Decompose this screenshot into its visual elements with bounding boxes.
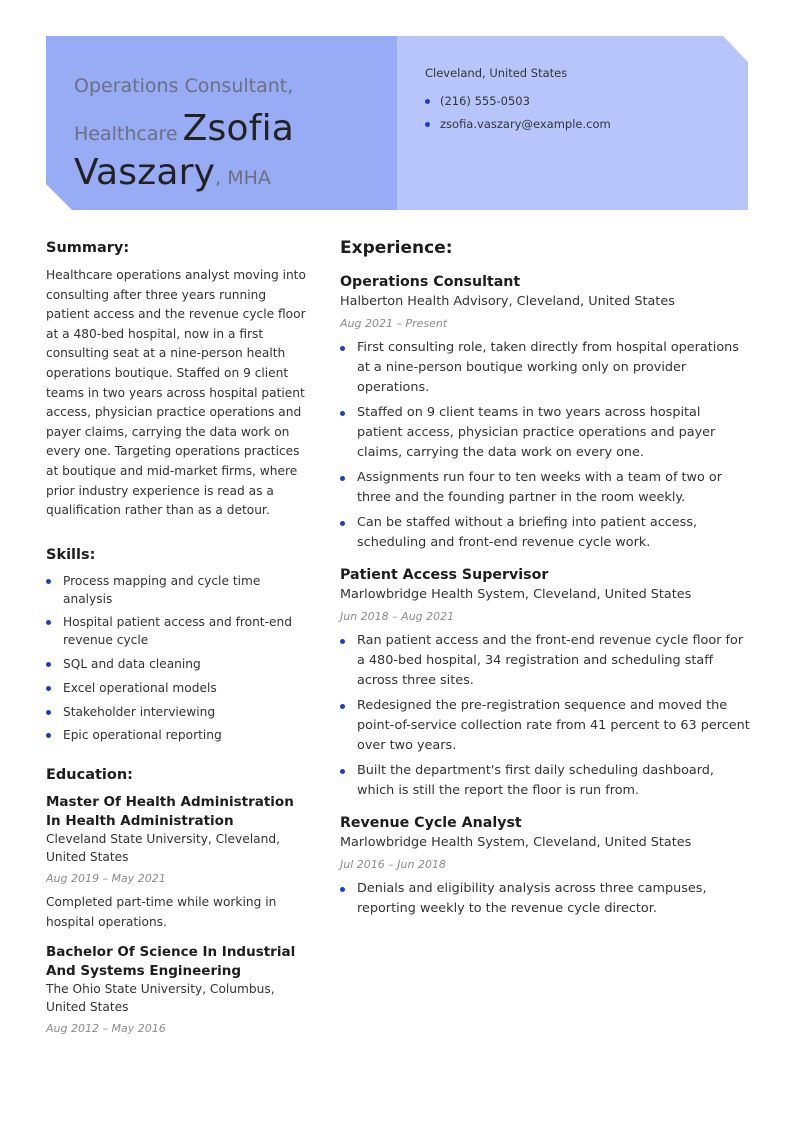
bullet-icon bbox=[425, 99, 430, 104]
bullet-text: Ran patient access and the front-end revenue cycle floor for a 480-bed hospital, 34 registration and scheduling staff across three sites. bbox=[357, 633, 744, 688]
bullet-text: Staffed on 9 client teams in two years across hospital patient access, physician practice operations and payer claims, carrying the data work on every one. bbox=[357, 405, 716, 460]
skill-item bbox=[46, 680, 308, 698]
bullet-item bbox=[340, 631, 750, 691]
education-item bbox=[46, 943, 308, 1035]
job-title-cont: Healthcare bbox=[74, 123, 178, 145]
email[interactable]: zsofia.vaszary@example.com bbox=[440, 117, 611, 131]
location: Cleveland, United States bbox=[425, 66, 568, 80]
skill-text: Process mapping and cycle time analysis bbox=[63, 573, 261, 606]
degree-title: Bachelor Of Science In Industrial And Systems Engineering bbox=[46, 944, 296, 979]
bullet-icon bbox=[46, 579, 51, 584]
bullet-icon bbox=[46, 733, 51, 738]
skill-item bbox=[46, 656, 308, 674]
job-bullets bbox=[340, 631, 750, 801]
bullet-item bbox=[340, 468, 750, 508]
company: Marlowbridge Health System, Cleveland, United States bbox=[340, 835, 692, 850]
left-column bbox=[46, 240, 308, 1043]
job-dates: Jul 2016 – Jun 2018 bbox=[340, 858, 446, 871]
education-heading: Education: bbox=[46, 767, 133, 784]
bullet-icon bbox=[46, 686, 51, 691]
bullet-icon bbox=[340, 769, 345, 774]
skill-text: Excel operational models bbox=[63, 680, 217, 695]
skill-text: Hospital patient access and front-end revenue cycle bbox=[63, 615, 292, 648]
skill-text: Stakeholder interviewing bbox=[63, 704, 216, 719]
bullet-item bbox=[340, 696, 750, 756]
skill-item bbox=[46, 614, 308, 650]
job-title: Patient Access Supervisor bbox=[340, 567, 549, 583]
bullet-icon bbox=[340, 411, 345, 416]
job-title: Operations Consultant bbox=[340, 274, 521, 290]
last-name: Vaszary bbox=[74, 152, 216, 193]
bullet-icon bbox=[340, 476, 345, 481]
bullet-text: Denials and eligibility analysis across three campuses, reporting weekly to the revenue cycle director. bbox=[357, 881, 707, 916]
phone-item bbox=[425, 94, 611, 108]
job-bullets bbox=[340, 338, 750, 553]
name-block bbox=[74, 74, 394, 194]
bullet-text: Redesigned the pre-registration sequence and moved the point-of-service collection rate from 41 percent to 63 percent over two years. bbox=[357, 698, 750, 753]
bullet-text: Built the department's first daily scheduling dashboard, which is still the report the floor is run from. bbox=[357, 763, 715, 798]
bullet-text: First consulting role, taken directly from hospital operations at a nine-person boutique working only on provider operations. bbox=[357, 340, 739, 395]
skill-text: Epic operational reporting bbox=[63, 728, 222, 743]
skills-list bbox=[46, 573, 308, 745]
company: Marlowbridge Health System, Cleveland, United States bbox=[340, 587, 692, 602]
job-title: Revenue Cycle Analyst bbox=[340, 815, 522, 831]
email-item bbox=[425, 117, 611, 131]
bullet-icon bbox=[340, 639, 345, 644]
education-description: Completed part-time while working in hospital operations. bbox=[46, 895, 277, 929]
summary-text: Healthcare operations analyst moving into consulting after three years running patient access and the revenue cycle floor at a 480-bed hospital, now in a first consulting seat at a nine-person health operations boutique. Staffed on 9 client teams in two years across hospital patient access, physician practice operations and payer claims, carrying the data work on every one. Targeting operations practices at boutique and mid-market firms, where prior industry experience is read as a qualification rather than as a detour. bbox=[46, 268, 306, 518]
company: Halberton Health Advisory, Cleveland, United States bbox=[340, 294, 675, 309]
experience-heading: Experience: bbox=[340, 238, 453, 258]
summary-heading: Summary: bbox=[46, 240, 130, 256]
bullet-text: Can be staffed without a briefing into patient access, scheduling and front-end revenue cycle work. bbox=[357, 515, 698, 550]
bullet-text: Assignments run four to ten weeks with a team of two or three and the founding partner in the room weekly. bbox=[357, 470, 723, 505]
first-name: Zsofia bbox=[182, 108, 295, 149]
school-name: Cleveland State University, Cleveland, United States bbox=[46, 831, 280, 864]
bullet-icon bbox=[46, 620, 51, 625]
bullet-icon bbox=[425, 122, 430, 127]
skill-text: SQL and data cleaning bbox=[63, 656, 201, 671]
bullet-icon bbox=[340, 521, 345, 526]
bullet-item bbox=[340, 338, 750, 398]
bullet-icon bbox=[340, 887, 345, 892]
skill-item bbox=[46, 573, 308, 609]
job-title: Operations Consultant, bbox=[74, 75, 294, 97]
job-entry bbox=[340, 272, 750, 553]
degree-title: Master Of Health Administration In Health Administration bbox=[46, 794, 294, 829]
phone[interactable]: (216) 555-0503 bbox=[440, 94, 530, 108]
job-entry bbox=[340, 565, 750, 801]
skill-item bbox=[46, 727, 308, 745]
school-name: The Ohio State University, Columbus, United States bbox=[46, 982, 275, 1014]
bullet-icon bbox=[340, 704, 345, 709]
education-dates: Aug 2012 – May 2016 bbox=[46, 1022, 166, 1036]
credentials: , MHA bbox=[215, 167, 271, 189]
job-entry bbox=[340, 813, 750, 919]
bullet-icon bbox=[46, 662, 51, 667]
job-bullets bbox=[340, 879, 750, 919]
bullet-item bbox=[340, 403, 750, 463]
job-dates: Jun 2018 – Aug 2021 bbox=[340, 610, 455, 623]
job-dates: Aug 2021 – Present bbox=[340, 317, 448, 330]
skill-item bbox=[46, 704, 308, 722]
bullet-item bbox=[340, 513, 750, 553]
bullet-item bbox=[340, 879, 750, 919]
education-item bbox=[46, 793, 308, 932]
bullet-icon bbox=[46, 710, 51, 715]
education-dates: Aug 2019 – May 2021 bbox=[46, 872, 166, 886]
skills-heading: Skills: bbox=[46, 546, 96, 563]
bullet-icon bbox=[340, 346, 345, 351]
bullet-item bbox=[340, 761, 750, 801]
contact-block bbox=[425, 66, 611, 140]
right-column bbox=[340, 238, 750, 931]
